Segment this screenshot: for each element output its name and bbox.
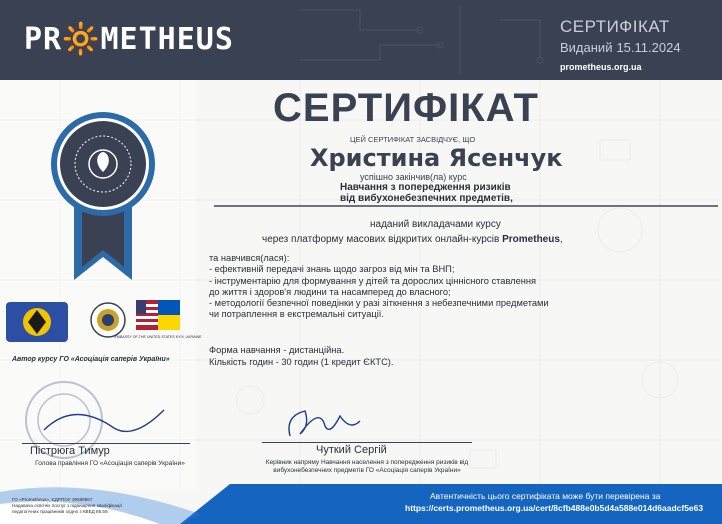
header-certificate-label: СЕРТИФІКАТ — [560, 17, 670, 36]
embassy-caption: EMBASSY OF THE UNITED STATES KYIV, UKRAINE — [114, 335, 202, 339]
signature-line-left — [22, 443, 190, 444]
header-site-link[interactable]: prometheus.org.ua — [560, 62, 642, 72]
issued-date: 15.11.2024 — [616, 40, 681, 55]
learning-outcome-line: - методології безпечної поведінки у разі зіткнення з небезпечними предметами — [209, 298, 549, 309]
course-title-line-2: від вибухонебезпечних предметів, — [340, 193, 513, 204]
platform-suffix: , — [559, 234, 563, 245]
us-embassy-seal — [91, 303, 125, 337]
certificate-badge-icon — [38, 112, 168, 282]
verify-text: Автентичність цього сертифіката може бути перевірена за — [430, 491, 661, 501]
signatory-left-role: Голова правління ГО «Асоціація саперів України» — [35, 460, 185, 467]
learning-outcome-line: та навчився(лася): — [209, 253, 290, 263]
verify-url-link[interactable]: https://certs.prometheus.org.ua/cert/8cfb488e0b5d4a588e014d6aadcf5e63 — [405, 503, 704, 513]
course-title — [340, 182, 513, 204]
learning-outcome-line: до життя і здоров'я людини та насамперед до власного; — [209, 286, 451, 297]
learning-outcome-line: - ефективній передачі знань щодо загроз від мін та ВНП; — [209, 264, 455, 275]
recipient-name: Христина Ясенчук — [310, 144, 563, 172]
study-form: Форма навчання - дистанційна. — [209, 345, 345, 355]
us-ukraine-flags — [136, 300, 180, 330]
legal-line: педагогічних працівників згідно з КВЕД 85.59. — [12, 509, 109, 514]
partner-logos — [6, 298, 202, 346]
course-title-line-1: Навчання з попередження ризиків — [340, 182, 511, 193]
legal-line: ГО «Prometheus», ЄДРПОУ 39599867 — [12, 497, 93, 502]
legal-line: Надавача освітніх послуг з підвищення кваліфікації — [12, 503, 122, 508]
learning-outcome-line: - інструментарію для формування у дітей та дорослих ціннісного ставлення — [209, 275, 537, 286]
study-hours: Кількість годин - 30 годин (1 кредит ЄКТС). — [209, 356, 394, 367]
legal-info — [12, 497, 182, 515]
platform-text — [262, 234, 563, 245]
issued-date-line — [560, 40, 681, 55]
signatory-right-role: Керівник напряму Навчання населення з попередження ризиків від вибухонебезпечних предметів ГО «Асоціація саперів України» — [265, 459, 469, 474]
platform-name: Prometheus — [502, 234, 560, 245]
platform-prefix: через платформу масових відкритих онлайн-курсів — [262, 234, 503, 245]
divider — [214, 205, 718, 207]
signatory-left-name: Пістрюга Тимур — [30, 445, 110, 457]
completed-text: успішно закінчив(ла) курс — [360, 172, 467, 182]
issued-label: Виданий — [560, 40, 613, 55]
signature-line-right — [262, 442, 472, 443]
header-band — [0, 0, 722, 80]
study-form-info — [209, 345, 393, 368]
signatory-right-name: Чуткий Сергій — [316, 444, 387, 456]
certifies-text: ЦЕЙ СЕРТИФІКАТ ЗАСВІДЧУЄ, ЩО — [350, 135, 476, 144]
course-author: Автор курсу ГО «Асоціація саперів України» — [12, 356, 170, 363]
learning-outcomes — [209, 253, 679, 321]
by-teachers-text: наданий викладачами курсу — [370, 219, 501, 230]
learning-outcome-line: чи потраплення в екстремальні ситуації. — [209, 309, 384, 320]
sappers-association-logo — [6, 302, 68, 342]
certificate-title: СЕРТИФІКАТ — [273, 86, 539, 130]
prometheus-logo: PR🔆METHEUS — [24, 22, 234, 57]
signature-right — [280, 396, 370, 446]
